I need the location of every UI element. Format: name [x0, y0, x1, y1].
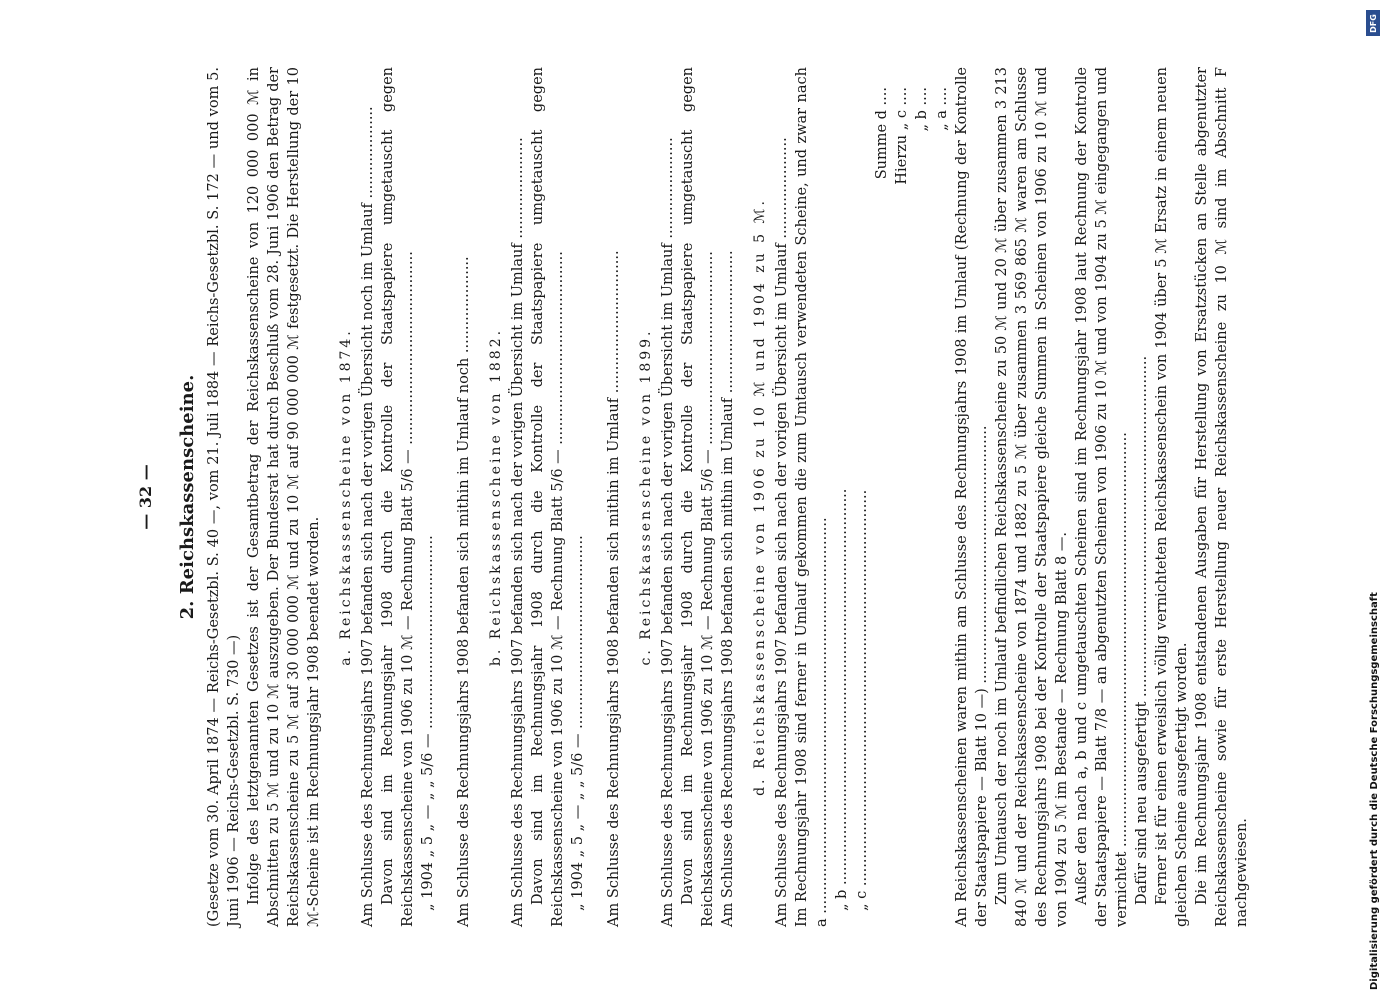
d-line2: Im Rechnungsjahr 1908 sind ferner in Umlauf gekommen die zum Umtausch verwendeten Scheine, und zwar nach a ......................................................................................	[794, 67, 830, 927]
section-title: 2. Reichskassenscheine.	[177, 374, 198, 620]
a-line1: Am Schlusse des Rechnungsjahrs 1907 befanden sich nach der vorigen Übersicht noch im Umlauf ....................	[360, 106, 376, 927]
hierzu-a: „ a ....	[934, 87, 950, 131]
closing-5: Ferner ist für einen erweislich völlig vernichteten Reichskassenschein von 1904 über 5 ℳ Ersatz in einem neuen gleichen Scheine ausgefertigt worden.	[1154, 67, 1190, 927]
heading-c: c. Reichskassenscheine von 1899.	[638, 328, 654, 666]
a-line3: „ 1904 „ 5 „ — „ „ 5/6 — ..........................................	[420, 535, 436, 911]
closing-4: Dafür sind neu ausgefertigt ..........................................................................	[1134, 355, 1150, 905]
heading-d: d. Reichskassenscheine von 1906 zu 10 ℳ und 1904 zu 5 ℳ.	[752, 198, 768, 796]
heading-a: a. Reichskassenscheine von 1874.	[338, 328, 354, 666]
hierzu-b: „ b ....	[914, 87, 930, 132]
laws-reference: (Gesetze vom 30. April 1874 — Reichs-Gesetzbl. S. 40 —, vom 21. Juli 1884 — Reichs-Gesetzbl. S. 172 — und vom 5. Juni 1906 — Reichs-Gesetzbl. S. 730 —)	[206, 67, 242, 927]
closing-1: An Reichskassenscheinen waren mithin am Schlusse des Rechnungsjahrs 1908 im Umlauf (Rechnung der Kontrolle der Staatspapiere — Blatt 10 —) ........................................................	[954, 67, 990, 927]
summe-d: Summe d ....	[874, 87, 890, 180]
dfg-logo-text: DFG	[1368, 13, 1378, 33]
page-number: — 32 —	[136, 464, 155, 530]
a-line4: Am Schlusse des Rechnungsjahrs 1908 befanden sich mithin im Umlauf noch .....................	[456, 256, 472, 927]
d-row-b: „ b ......................................................................................	[834, 488, 850, 911]
hierzu-c: Hierzu „ c ....	[894, 87, 910, 185]
b-line2: Davon sind im Rechnungsjahr 1908 durch die Kontrolle der Staatspapiere umgetauscht gegen Reichskassenscheine von 1906 zu 10 ℳ — Rechnung Blatt 5/6 — ..........................................	[530, 67, 566, 927]
c-line2: Davon sind im Rechnungsjahr 1908 durch die Kontrolle der Staatspapiere umgetauscht gegen Reichskassenscheine von 1906 zu 10 ℳ — Rechnung Blatt 5/6 — ..........................................	[680, 67, 716, 927]
d-row-c: „ c ......................................................................................	[854, 489, 870, 911]
b-line3: „ 1904 „ 5 „ — „ „ 5/6 — ..........................................	[570, 535, 586, 911]
closing-3: Außer den nach a, b und c umgetauschten Scheinen sind im Rechnungsjahr 1908 laut Rechnung der Kontrolle der Staatspapiere — Blatt 7/8 — an abgenutzten Scheinen von 1906 zu 10 ℳ und von 1904 zu 5 ℳ eingegangen und vernichtet ..........................................................................................	[1074, 67, 1130, 927]
intro-paragraph: Infolge des letztgenannten Gesetzes ist der Gesamtbetrag der Reichskassenscheine von 120 000 000 ℳ in Abschnitten zu 5 ℳ und zu 10 ℳ auszugeben. Der Bundesrat hat durch Beschluß vom 28. Juni 1906 den Betrag der Reichskassenscheine zu 5 ℳ auf 30 000 000 ℳ und zu 10 ℳ auf 90 000 000 ℳ festgesetzt. Die Herstellung der 10 ℳ-Scheine ist im Rechnungsjahr 1908 beendet worden.	[246, 67, 322, 927]
heading-b: b. Reichskassenscheine von 1882.	[488, 327, 504, 667]
a-line2: Davon sind im Rechnungsjahr 1908 durch die Kontrolle der Staatspapiere umgetauscht gegen Reichskassenscheine von 1906 zu 10 ℳ — Rechnung Blatt 5/6 — ..........................................	[380, 67, 416, 927]
digitization-note: Digitalisierung gefördert durch die Deutsche Forschungsgemeinschaft	[1369, 592, 1380, 990]
d-line1: Am Schlusse des Rechnungsjahrs 1907 befanden sich nach der vorigen Übersicht im Umlauf ......................	[774, 137, 790, 927]
closing-2: Zum Umtausch der noch im Umlauf befindlichen Reichskassenscheine zu 50 ℳ und 20 ℳ über zusammen 3 213 840 ℳ und der Reichskassenscheine von 1874 und 1882 zu 5 ℳ über zusammen 3 569 865 ℳ waren am Schlusse des Rechnungsjahrs 1908 bei der Kontrolle der Staatspapiere gleiche Summen in Scheinen von 1906 zu 10 ℳ und von 1904 zu 5 ℳ im Bestande — Rechnung Blatt 8 —.	[994, 67, 1070, 927]
closing-6: Die im Rechnungsjahr 1908 entstandenen Ausgaben für Herstellung von Ersatzstücken an Stelle abgenutzter Reichskassenscheine sowie für erste Herstellung neuer Reichskassenscheine zu 10 ℳ sind im Abschnitt F nachgewiesen.	[1194, 67, 1250, 927]
rotated-text-block	[136, 67, 1250, 927]
b-line4: Am Schlusse des Rechnungsjahrs 1908 befanden sich mithin im Umlauf ...............................	[606, 250, 622, 927]
b-line1: Am Schlusse des Rechnungsjahrs 1907 befanden sich nach der vorigen Übersicht im Umlauf ......................	[510, 137, 526, 927]
c-line4: Am Schlusse des Rechnungsjahrs 1908 befanden sich mithin im Umlauf ...............................	[720, 250, 736, 927]
c-line1: Am Schlusse des Rechnungsjahrs 1907 befanden sich nach der vorigen Übersicht im Umlauf ......................	[660, 137, 676, 927]
